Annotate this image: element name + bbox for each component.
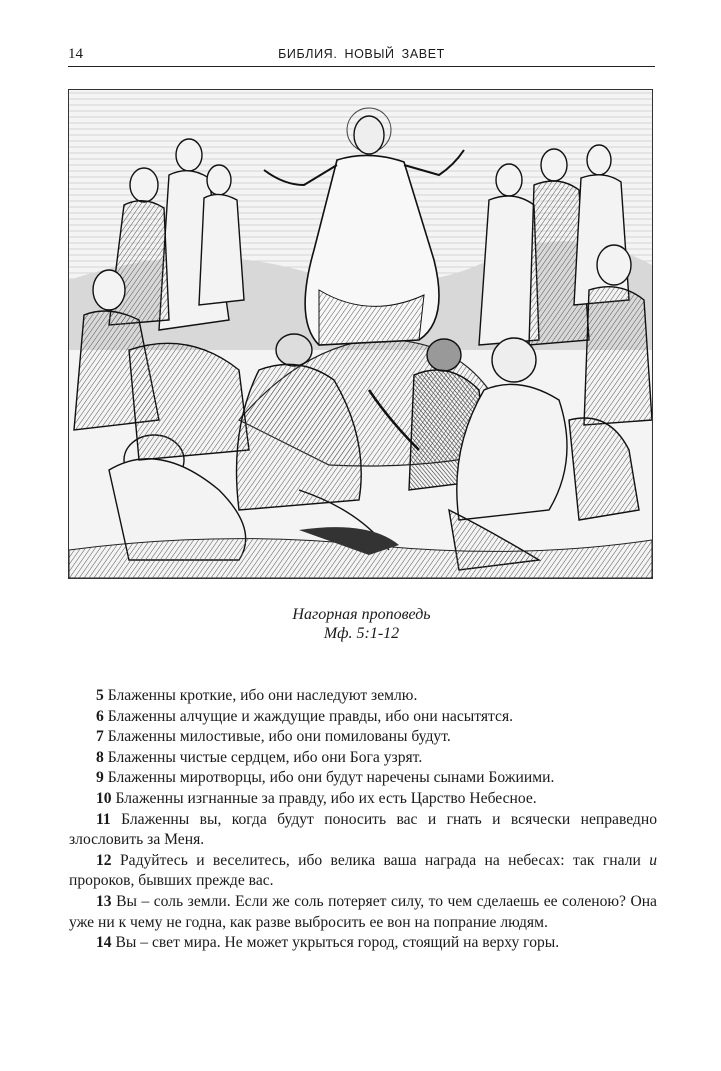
- verse-text: Радуйтесь и веселитесь, ибо велика ваша награда на небесах: так гнали: [119, 851, 641, 869]
- verse-12: [69, 851, 657, 892]
- verse-text: Блаженны вы, когда будут поносить вас и гнать и всячески неправедно злословить за Меня.: [69, 810, 658, 849]
- verse-text-italic: и: [649, 851, 658, 869]
- verse-number: 7: [96, 728, 104, 746]
- verse-number: 10: [96, 789, 112, 807]
- running-title: БИБЛИЯ. НОВЫЙ ЗАВЕТ: [278, 47, 445, 61]
- illustration-caption-reference: Мф. 5:1-12: [323, 625, 400, 642]
- verse-14: [69, 933, 657, 954]
- verse-number: 14: [96, 934, 112, 952]
- illustration-caption-title: Нагорная проповедь: [292, 606, 431, 623]
- verse-8: [69, 748, 657, 769]
- verse-text: Блаженны чистые сердцем, ибо они Бога узрят.: [107, 748, 423, 766]
- verse-number: 11: [96, 810, 111, 828]
- verse-text: Блаженны кроткие, ибо они наследуют землю.: [107, 687, 418, 704]
- verse-text: пророков, бывших прежде вас.: [69, 872, 274, 890]
- verse-6: [69, 707, 657, 728]
- verse-7: [69, 727, 657, 748]
- verse-text: Вы – свет мира. Не может укрыться город, стоящий на верху горы.: [115, 934, 560, 952]
- verse-text: Блаженны алчущие и жаждущие правды, ибо они насытятся.: [107, 707, 514, 725]
- verse-9: [69, 768, 657, 789]
- verse-list: [69, 686, 657, 954]
- engraving-image: [69, 90, 652, 578]
- verse-number: 5: [96, 687, 104, 704]
- verse-text: Вы – соль земли. Если же соль потеряет силу, то чем сделаешь ее соленою? Она уже ни к чему не годна, как разве выбросить ее вон на попрание людям.: [69, 892, 657, 931]
- verse-5: [69, 686, 657, 707]
- verse-number: 6: [96, 707, 104, 725]
- verse-11: [69, 810, 657, 851]
- verse-number: 12: [96, 851, 112, 869]
- verse-number: 9: [96, 769, 104, 787]
- illustration-sermon-on-the-mount: [68, 89, 653, 579]
- verse-number: 8: [96, 748, 104, 766]
- verse-text: Блаженны милостивые, ибо они помилованы будут.: [107, 728, 451, 746]
- verse-text: Блаженны изгнанные за правду, ибо их есть Царство Небесное.: [115, 789, 537, 807]
- page-header: [68, 44, 655, 67]
- verse-10: [69, 789, 657, 810]
- verse-13: [69, 892, 657, 933]
- verse-number: 13: [96, 892, 112, 910]
- page-number: 14: [68, 46, 83, 62]
- verse-text: Блаженны миротворцы, ибо они будут наречены сынами Божиими.: [107, 769, 555, 787]
